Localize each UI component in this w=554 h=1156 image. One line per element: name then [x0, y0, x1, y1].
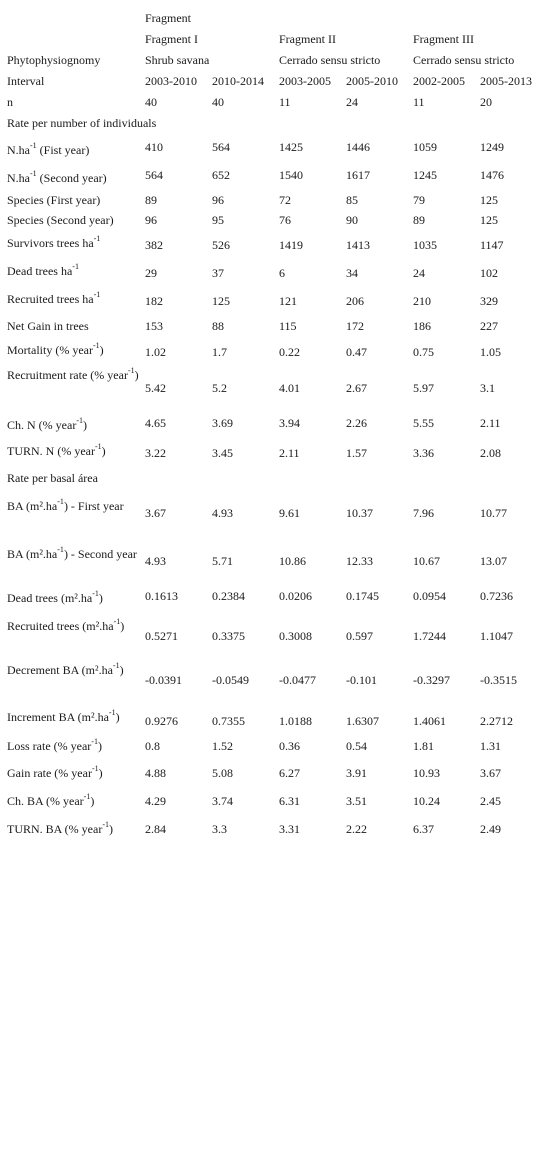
table-cell: 5.08 — [212, 766, 233, 780]
row-label: $N.ha^{-1}$ (Second year) — [7, 169, 107, 185]
row-label: BA $(m^2.ha^{-1})$ - First year — [7, 497, 124, 513]
table-cell: 382 — [145, 238, 163, 252]
row-label: Species (First year) — [7, 193, 101, 207]
table-cell: 29 — [145, 266, 157, 280]
table-cell: -0.0391 — [145, 673, 182, 687]
n-value: 40 — [145, 95, 157, 109]
row-label: TURN. BA (% year$^{-1}$) — [7, 820, 113, 836]
interval-value: 2003-2005 — [279, 74, 331, 88]
table-cell: 1.4061 — [413, 714, 446, 728]
table-cell: 2.11 — [279, 446, 300, 460]
table-cell: 0.3375 — [212, 629, 245, 643]
table-cell: 4.01 — [279, 381, 300, 395]
table-cell: 0.7355 — [212, 714, 245, 728]
row-label: Increment BA $(m^2.ha^{-1})$ — [7, 708, 120, 724]
table-cell: 121 — [279, 294, 297, 308]
table-cell: 2.67 — [346, 381, 367, 395]
table-cell: 0.9276 — [145, 714, 178, 728]
table-cell: 37 — [212, 266, 224, 280]
row-label: Recruited trees $ha^{-1}$ — [7, 290, 101, 306]
row-label: Decrement BA $(m^2.ha^{-1})$ — [7, 661, 124, 677]
row-label: Net Gain in trees — [7, 319, 89, 333]
phytophysiognomy-label: Phytophysiognomy — [7, 53, 101, 67]
table-cell: -0.101 — [346, 673, 377, 687]
section-heading-individuals: Rate per number of individuals — [7, 116, 157, 130]
table-cell: 85 — [346, 193, 358, 207]
table-cell: 526 — [212, 238, 230, 252]
table-cell: 1.81 — [413, 739, 434, 753]
table-cell: 3.36 — [413, 446, 434, 460]
table-cell: 1.1047 — [480, 629, 513, 643]
fragment-header: Fragment — [145, 11, 191, 25]
row-label: BA $(m^2.ha^{-1})$ - Second year — [7, 545, 137, 561]
table-cell: 10.93 — [413, 766, 440, 780]
table-cell: 3.31 — [279, 822, 300, 836]
table-cell: 72 — [279, 193, 291, 207]
phytophysiognomy-value: Cerrado sensu stricto — [279, 53, 381, 67]
table-cell: 89 — [413, 213, 425, 227]
table-cell: 1617 — [346, 168, 370, 182]
table-cell: 2.2712 — [480, 714, 513, 728]
table-cell: 5.97 — [413, 381, 434, 395]
table-cell: 1059 — [413, 140, 437, 154]
table-cell: 3.3 — [212, 822, 227, 836]
table-cell: 88 — [212, 319, 224, 333]
row-label: $N.ha^{-1}$ (Fist year) — [7, 141, 90, 157]
table-cell: 4.88 — [145, 766, 166, 780]
table-cell: 125 — [480, 213, 498, 227]
table-cell: 0.22 — [279, 345, 300, 359]
table-cell: 329 — [480, 294, 498, 308]
table-cell: 5.42 — [145, 381, 166, 395]
table-cell: 0.1745 — [346, 589, 379, 603]
row-label: Gain rate (% year$^{-1}$) — [7, 764, 103, 780]
table-cell: 1.57 — [346, 446, 367, 460]
table-cell: 9.61 — [279, 506, 300, 520]
table-cell: 3.22 — [145, 446, 166, 460]
table-cell: 564 — [145, 168, 163, 182]
table-cell: 1419 — [279, 238, 303, 252]
row-label: Ch. BA (% year$^{-1}$) — [7, 792, 95, 808]
table-cell: 4.93 — [145, 554, 166, 568]
row-label: Recruited trees $(m^2.ha^{-1})$ — [7, 617, 125, 633]
table-cell: 1.6307 — [346, 714, 379, 728]
table-cell: 227 — [480, 319, 498, 333]
row-label: TURN. N (% year$^{-1}$) — [7, 442, 106, 458]
table-cell: 76 — [279, 213, 291, 227]
table-cell: 1.02 — [145, 345, 166, 359]
table-cell: -0.3515 — [480, 673, 517, 687]
n-label: n — [7, 95, 13, 109]
table-cell: 3.74 — [212, 794, 233, 808]
table-cell: 206 — [346, 294, 364, 308]
table-cell: 172 — [346, 319, 364, 333]
table-cell: 13.07 — [480, 554, 507, 568]
table-cell: 96 — [212, 193, 224, 207]
table-cell: 0.54 — [346, 739, 367, 753]
table-cell: 2.45 — [480, 794, 501, 808]
table-cell: 153 — [145, 319, 163, 333]
table-cell: 102 — [480, 266, 498, 280]
table-cell: 115 — [279, 319, 297, 333]
table-cell: 0.597 — [346, 629, 373, 643]
table-cell: 34 — [346, 266, 358, 280]
row-label: Loss rate (% year$^{-1}$) — [7, 737, 102, 753]
table-cell: 4.93 — [212, 506, 233, 520]
table-cell: 2.26 — [346, 416, 367, 430]
table-cell: 1035 — [413, 238, 437, 252]
table-cell: -0.3297 — [413, 673, 450, 687]
interval-value: 2002-2005 — [413, 74, 465, 88]
table-cell: 3.94 — [279, 416, 300, 430]
interval-label: Interval — [7, 74, 45, 88]
n-value: 11 — [413, 95, 425, 109]
table-cell: 1245 — [413, 168, 437, 182]
table-cell: 2.11 — [480, 416, 501, 430]
interval-value: 2005-2013 — [480, 74, 532, 88]
table-cell: 1.52 — [212, 739, 233, 753]
row-label: Recruitment rate (% year$^{-1}$) — [7, 366, 139, 382]
table-cell: 1413 — [346, 238, 370, 252]
table-cell: 4.29 — [145, 794, 166, 808]
table-cell: 6.27 — [279, 766, 300, 780]
table-cell: 1476 — [480, 168, 504, 182]
table-cell: 1446 — [346, 140, 370, 154]
row-label: Survivors trees $ha^{-1}$ — [7, 234, 101, 250]
table-cell: 0.0206 — [279, 589, 312, 603]
table-cell: 96 — [145, 213, 157, 227]
fragment-name: Fragment II — [279, 32, 336, 46]
table-cell: 3.1 — [480, 381, 495, 395]
table-cell: 3.67 — [145, 506, 166, 520]
table-cell: 1.05 — [480, 345, 501, 359]
table-cell: 2.49 — [480, 822, 501, 836]
table-cell: 3.45 — [212, 446, 233, 460]
table-cell: 10.37 — [346, 506, 373, 520]
table-cell: 0.5271 — [145, 629, 178, 643]
table-cell: 1.31 — [480, 739, 501, 753]
section-heading-basal-area: Rate per basal área — [7, 471, 98, 485]
phytophysiognomy-value: Shrub savana — [145, 53, 210, 67]
table-cell: 12.33 — [346, 554, 373, 568]
table-cell: 1147 — [480, 238, 504, 252]
table-cell: 652 — [212, 168, 230, 182]
interval-value: 2010-2014 — [212, 74, 264, 88]
table-cell: 95 — [212, 213, 224, 227]
table-cell: -0.0549 — [212, 673, 249, 687]
table-cell: 1.0188 — [279, 714, 312, 728]
table-cell: 125 — [212, 294, 230, 308]
table-cell: 1.7244 — [413, 629, 446, 643]
n-value: 40 — [212, 95, 224, 109]
fragment-name: Fragment III — [413, 32, 474, 46]
table-cell: 24 — [413, 266, 425, 280]
row-label: Ch. N (% year$^{-1}$) — [7, 416, 87, 432]
table-cell: 0.3008 — [279, 629, 312, 643]
n-value: 24 — [346, 95, 358, 109]
table-cell: 186 — [413, 319, 431, 333]
interval-value: 2005-2010 — [346, 74, 398, 88]
table-cell: 0.1613 — [145, 589, 178, 603]
table-cell: 1.7 — [212, 345, 227, 359]
row-label: Mortality (% year$^{-1}$) — [7, 341, 104, 357]
fragment-name: Fragment I — [145, 32, 198, 46]
n-value: 20 — [480, 95, 492, 109]
table-cell: 5.2 — [212, 381, 227, 395]
table-cell: 0.75 — [413, 345, 434, 359]
table-cell: 3.91 — [346, 766, 367, 780]
table-cell: 3.67 — [480, 766, 501, 780]
table-cell: 2.08 — [480, 446, 501, 460]
interval-value: 2003-2010 — [145, 74, 197, 88]
table-cell: 410 — [145, 140, 163, 154]
table-cell: 89 — [145, 193, 157, 207]
table-cell: 10.86 — [279, 554, 306, 568]
table-cell: 564 — [212, 140, 230, 154]
table-cell: 2.84 — [145, 822, 166, 836]
phytophysiognomy-value: Cerrado sensu stricto — [413, 53, 515, 67]
table-cell: 210 — [413, 294, 431, 308]
table-cell: 0.0954 — [413, 589, 446, 603]
table-cell: 10.77 — [480, 506, 507, 520]
row-label: Species (Second year) — [7, 213, 114, 227]
table-cell: 7.96 — [413, 506, 434, 520]
table-cell: 10.24 — [413, 794, 440, 808]
table-cell: 0.47 — [346, 345, 367, 359]
table-cell: 0.8 — [145, 739, 160, 753]
table-cell: 1540 — [279, 168, 303, 182]
table-cell: 6 — [279, 266, 285, 280]
table-cell: 0.7236 — [480, 589, 513, 603]
table-cell: 6.31 — [279, 794, 300, 808]
row-label: Dead trees $ha^{-1}$ — [7, 262, 79, 278]
table-cell: 0.2384 — [212, 589, 245, 603]
table-cell: 79 — [413, 193, 425, 207]
table-cell: 6.37 — [413, 822, 434, 836]
table-cell: 5.55 — [413, 416, 434, 430]
table-cell: -0.0477 — [279, 673, 316, 687]
table-cell: 2.22 — [346, 822, 367, 836]
table-cell: 4.65 — [145, 416, 166, 430]
row-label: Dead trees $(m^2.ha^{-1})$ — [7, 589, 103, 605]
table-cell: 1425 — [279, 140, 303, 154]
table-cell: 5.71 — [212, 554, 233, 568]
table-cell: 182 — [145, 294, 163, 308]
table-cell: 3.51 — [346, 794, 367, 808]
table-cell: 10.67 — [413, 554, 440, 568]
n-value: 11 — [279, 95, 291, 109]
table-cell: 125 — [480, 193, 498, 207]
table-cell: 1249 — [480, 140, 504, 154]
table-cell: 0.36 — [279, 739, 300, 753]
table-cell: 3.69 — [212, 416, 233, 430]
table-cell: 90 — [346, 213, 358, 227]
